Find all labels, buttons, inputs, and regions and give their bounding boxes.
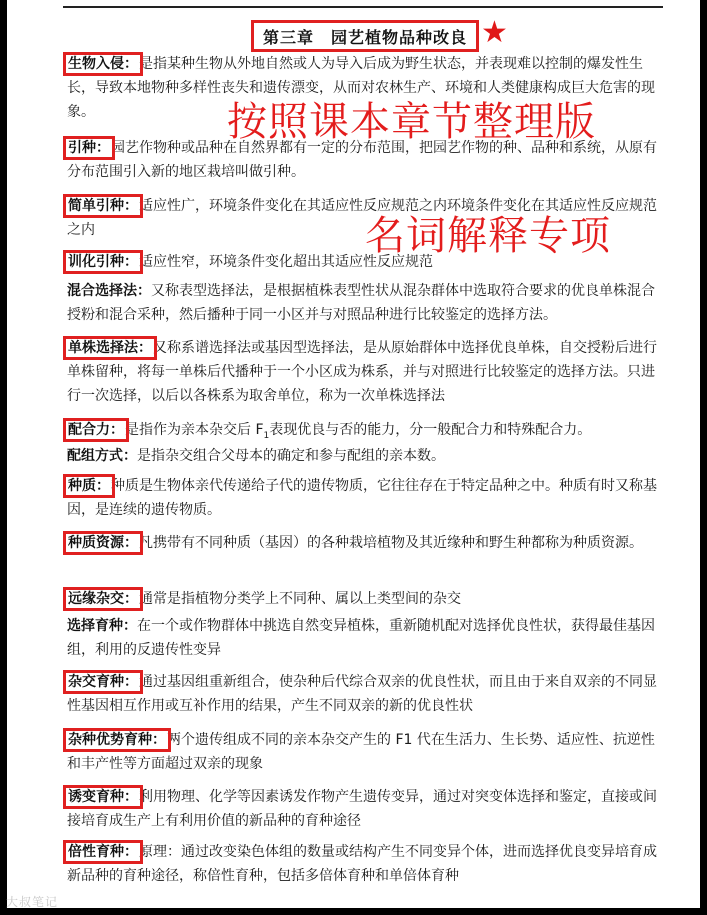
definition: 适应性广，环境条件变化在其适应性反应规范之内环境条件变化在其适应性反应规范之内 bbox=[67, 198, 657, 238]
term: 种质： bbox=[68, 478, 110, 494]
glossary-entry-bio-invasion bbox=[67, 52, 667, 124]
term: 简单引种： bbox=[68, 198, 138, 214]
definition: 利用物理、化学等因素诱发作物产生遗传变异，通过对突变体选择和鉴定，直接或间接培育成生产上有利用价值的新品种的育种途径 bbox=[67, 789, 657, 829]
definition: 通常是指植物分类学上不同种、属以上类型间的杂交 bbox=[139, 591, 461, 607]
document-page bbox=[7, 0, 700, 908]
overlay-title-2: 名词解释专项 bbox=[365, 213, 611, 259]
term: 引种： bbox=[68, 140, 110, 156]
term: 单株选择法： bbox=[68, 340, 152, 356]
definition: 又称表型选择法，是根据植株表型性状从混杂群体中选取符合要求的优良单株混合授粉和混合采种，然后播种于同一小区并与对照品种进行比较鉴定的选择方法。 bbox=[67, 283, 655, 323]
definition-end: 表现优良与否的能力，分一般配合力和特殊配合力。 bbox=[269, 422, 592, 438]
glossary-entry-simple-introduction bbox=[67, 194, 667, 242]
overlay-title-1: 按照课本章节整理版 bbox=[227, 99, 596, 145]
glossary-entry-germplasm bbox=[67, 474, 667, 522]
definition: 园艺作物种或品种在自然界都有一定的分布范围，把园艺作物的种、品种和系统，从原有分布范围引入新的地区栽培叫做引种。 bbox=[67, 140, 657, 180]
definition: 通过基因组重新组合，使杂种后代综合双亲的优良性状，而且由于来自双亲的不同显性基因相互作用或互补作用的结果，产生不同双亲的新的优良性状 bbox=[67, 674, 657, 714]
definition: 是指杂交组合父母本的确定和参与配组的亲本数。 bbox=[137, 448, 445, 464]
term: 训化引种： bbox=[68, 254, 138, 270]
glossary-entry-acclimatization bbox=[67, 250, 667, 274]
subscript: 1 bbox=[263, 430, 270, 441]
definition: 适应性窄，环境条件变化超出其适应性反应规范 bbox=[139, 254, 433, 270]
top-rule bbox=[63, 6, 663, 8]
glossary-entry-heterosis-breeding bbox=[67, 728, 667, 776]
watermark: 大叔笔记 bbox=[6, 895, 59, 909]
term: 种质资源： bbox=[68, 535, 138, 551]
star-icon: ★ bbox=[481, 15, 508, 50]
glossary-entry-single-plant-selection bbox=[67, 336, 667, 408]
glossary-entry-mutation-breeding bbox=[67, 785, 667, 833]
definition: 凡携带有不同种质（基因）的各种栽培植物及其近缘种和野生种都称为种质资源。 bbox=[139, 535, 643, 551]
term: 混合选择法： bbox=[67, 283, 151, 299]
glossary-entry-germplasm-resources bbox=[67, 531, 667, 555]
chapter-title: 第三章 园艺植物品种改良 bbox=[251, 20, 479, 52]
term: 杂种优势育种： bbox=[68, 732, 166, 748]
term: 配合力： bbox=[68, 422, 124, 438]
term: 杂交育种： bbox=[68, 674, 138, 690]
term: 诱变育种： bbox=[68, 789, 138, 805]
glossary-entry-selection-breeding bbox=[67, 614, 667, 662]
glossary-entry-ploidy-breeding bbox=[67, 840, 667, 888]
glossary-entry-distant-hybridization bbox=[67, 587, 667, 611]
definition-start: 是指作为亲本杂交后 F bbox=[125, 422, 264, 438]
term: 配组方式： bbox=[67, 448, 137, 464]
definition: 又称系谱选择法或基因型选择法，是从原始群体中选择优良单株，自交授粉后进行单株留种，将每一单株后代播种于一个小区成为株系，并与对照进行比较鉴定的选择方法。只进行一次选择，以后以各株系为取舍单位，称为一次单株选择法 bbox=[67, 340, 657, 404]
term: 远缘杂交： bbox=[68, 591, 138, 607]
definition: 是指某种生物从外地自然或人为导入后成为野生状态，并表现难以控制的爆发性生长，导致本地物种多样性丧失和遗传漂变，从而对农林生产、环境和人类健康构成巨大危害的现象。 bbox=[67, 56, 655, 120]
glossary-entry-cross-breeding bbox=[67, 670, 667, 718]
glossary-entry-introduction bbox=[67, 136, 667, 184]
definition: 种质是生物体亲代传递给子代的遗传物质，它往往存在于特定品种之中。种质有时又称基因，是连续的遗传物质。 bbox=[67, 478, 657, 518]
glossary-entry-cross-combination bbox=[67, 444, 667, 468]
definition: 在一个或作物群体中挑选自然变异植株，重新随机配对选择优良性状，获得最佳基因组，利用的反遗传性变异 bbox=[67, 618, 655, 658]
definition: 两个遗传组成不同的亲本杂交产生的 F1 代在生活力、生长势、适应性、抗逆性和丰产性等方面超过双亲的现象 bbox=[67, 732, 655, 772]
definition: 原理：通过改变染色体组的数量或结构产生不同变异个体，进而选择优良变异培育成新品种的育种途径，称倍性育种，包括多倍体育种和单倍体育种 bbox=[67, 844, 657, 884]
term: 倍性育种： bbox=[68, 844, 138, 860]
term: 生物入侵： bbox=[68, 56, 138, 72]
term: 选择育种： bbox=[67, 618, 137, 634]
glossary-entry-mass-selection bbox=[67, 279, 667, 327]
